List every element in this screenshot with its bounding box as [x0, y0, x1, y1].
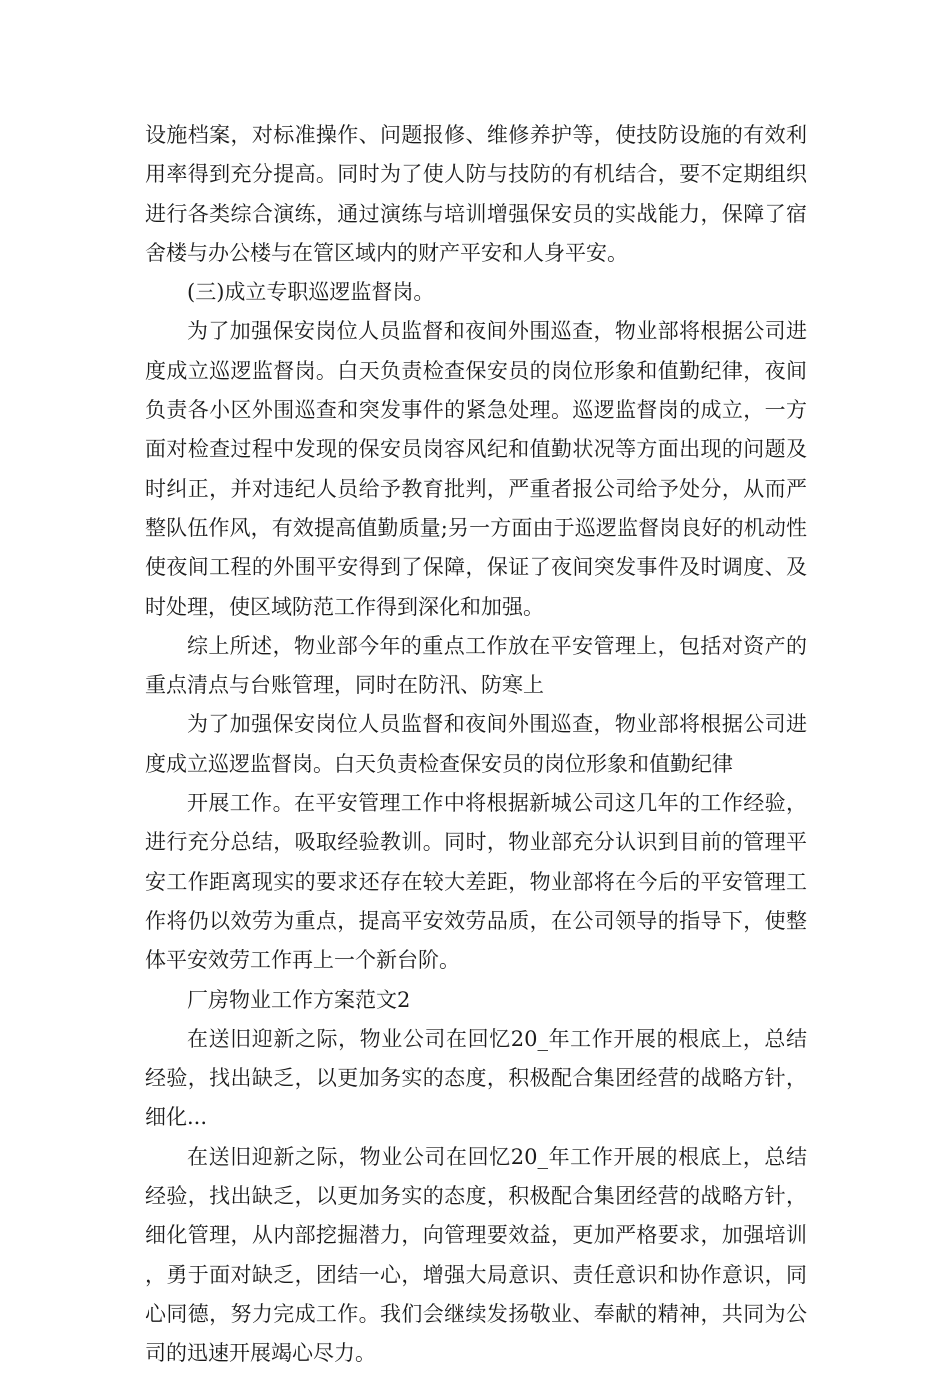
paragraph-patrol-repeat: 为了加强保安岗位人员监督和夜间外围巡查，物业部将根据公司进度成立巡逻监督岗。白天负责检查保安员的岗位形象和值勤纪律: [145, 712, 807, 776]
paragraph-patrol-supervision: 为了加强保安岗位人员监督和夜间外围巡查，物业部将根据公司进度成立巡逻监督岗。白天负责检查保安员的岗位形象和值勤纪律，夜间负责各小区外围巡查和突发事件的紧急处理。巡逻监督岗的成立，一方面对检查过程中发现的保安员岗容风纪和值勤状况等方面出现的问题及时纠正，并对违纪人员给予教育批判，严重者报公司给予处分，从而严整队伍作风，有效提高值勤质量;另一方面由于巡逻监督岗良好的机动性使夜间工程的外围平安得到了保障，保证了夜间突发事件及时调度、及时处理，使区域防范工作得到深化和加强。: [145, 319, 807, 619]
document-body: [145, 116, 807, 1374]
paragraph-summary: 综上所述，物业部今年的重点工作放在平安管理上，包括对资产的重点清点与台账管理，同时在防汛、防寒上: [145, 633, 807, 698]
section-heading-sample-2: 厂房物业工作方案范文2: [187, 987, 411, 1012]
section-heading-patrol-post: (三)成立专职巡逻监督岗。: [187, 280, 435, 305]
paragraph-intro-full: 在送旧迎新之际，物业公司在回忆20_年工作开展的根底上，总结经验，找出缺乏，以更加务实的态度，积极配合集团经营的战略方针，细化管理，从内部挖掘潜力，向管理要效益，更加严格要求，加强培训，勇于面对缺乏，团结一心，增强大局意识、责任意识和协作意识，同心同德，努力完成工作。我们会继续发扬敬业、奉献的精神，共同为公司的迅速开展竭心尽力。: [145, 1144, 807, 1366]
paragraph-security-archive: 设施档案，对标准操作、问题报修、维修养护等，使技防设施的有效利用率得到充分提高。同时为了使人防与技防的有机结合，要不定期组织进行各类综合演练，通过演练与培训增强保安员的实战能力，保障了宿舍楼与办公楼与在管区域内的财产平安和人身平安。: [145, 123, 807, 265]
paragraph-intro-excerpt: 在送旧迎新之际，物业公司在回忆20_年工作开展的根底上，总结经验，找出缺乏，以更加务实的态度，积极配合集团经营的战略方针，细化...: [145, 1026, 807, 1130]
paragraph-work-conclusion: 开展工作。在平安管理工作中将根据新城公司这几年的工作经验，进行充分总结，吸取经验教训。同时，物业部充分认识到目前的管理平安工作距离现实的要求还存在较大差距，物业部将在今后的平安管理工作将仍以效劳为重点，提高平安效劳品质，在公司领导的指导下，使整体平安效劳工作再上一个新台阶。: [145, 791, 807, 973]
